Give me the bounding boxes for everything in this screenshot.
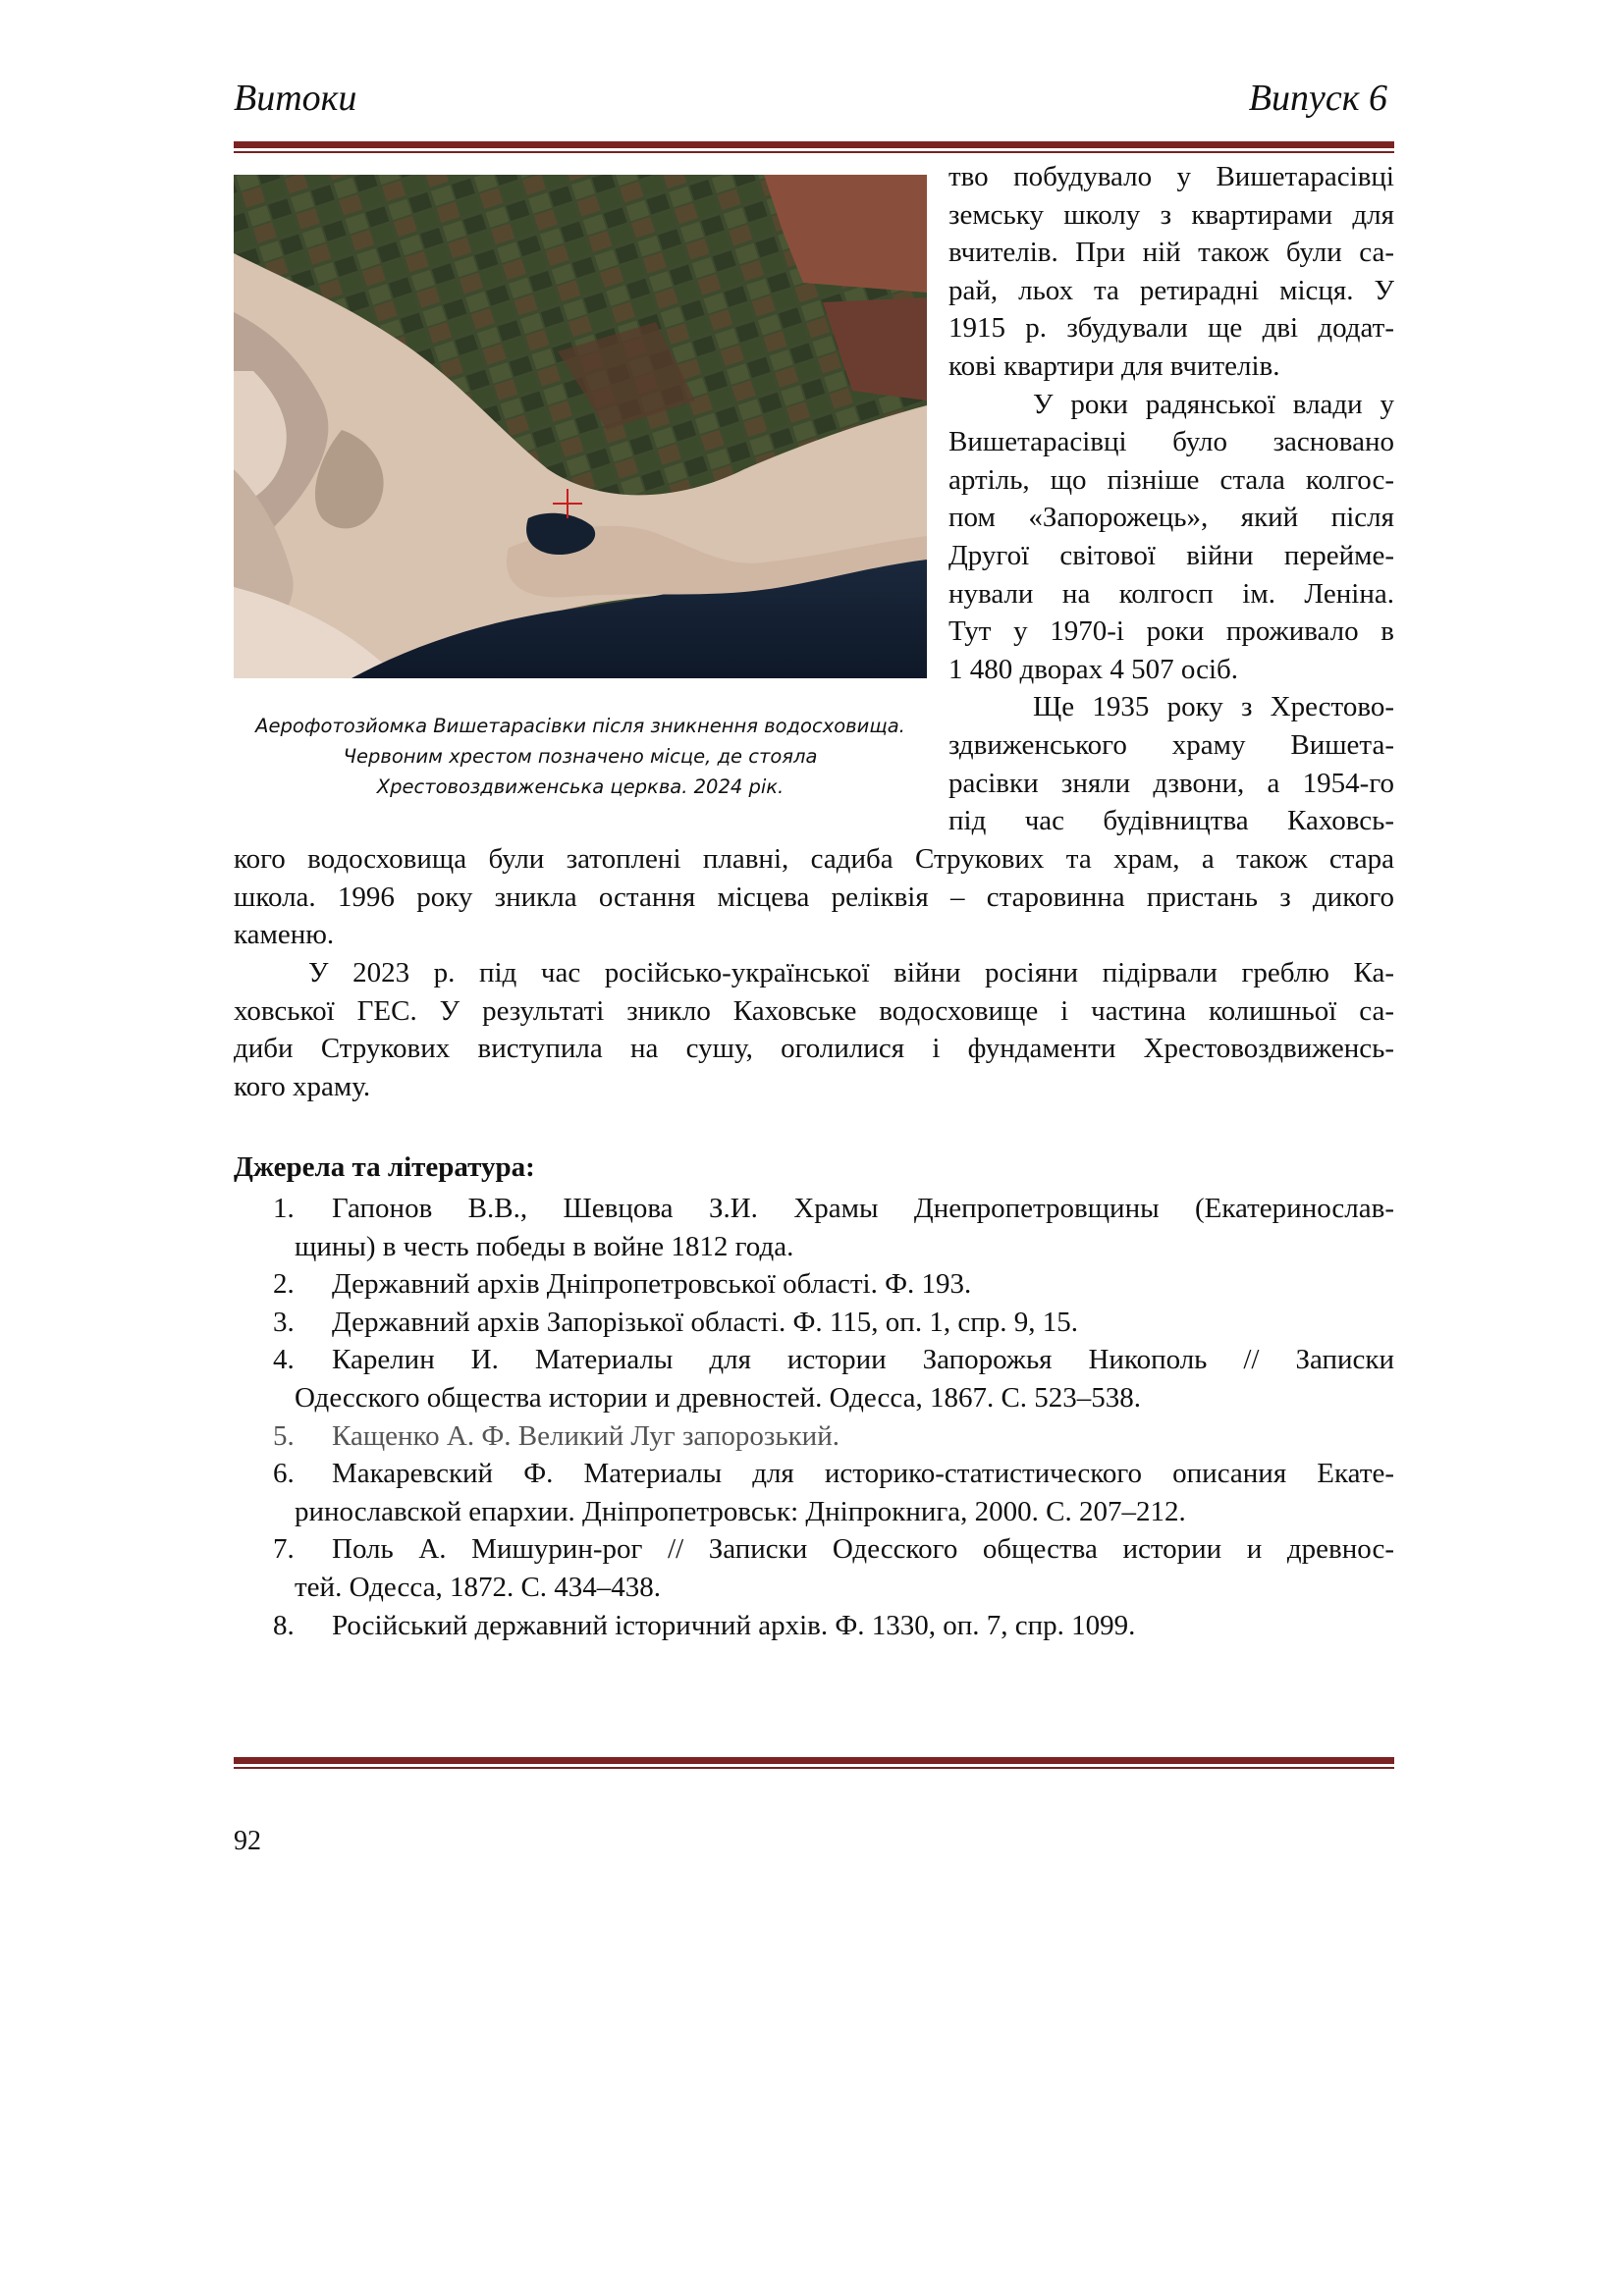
source-line: Державний архів Дніпропетровської області. Ф. 193. xyxy=(332,1268,972,1301)
source-number: 4. xyxy=(273,1344,295,1376)
source-number: 8. xyxy=(273,1609,295,1641)
aerial-photo xyxy=(234,175,927,678)
text-line: кові квартири для вчителів. xyxy=(948,349,1280,382)
text-line: У роки радянської влади у xyxy=(1033,388,1394,420)
text-line: У 2023 р. під час російсько-української війни росіяни підірвали греблю Ка- xyxy=(308,957,1394,988)
source-line: Карелин И. Материалы для истории Запорожья Никополь // Записки xyxy=(332,1344,1394,1376)
text-line: здвиженського храму Вишета- xyxy=(948,728,1394,761)
source-line: Російський державний історичний архів. Ф. 1330, оп. 7, спр. 1099. xyxy=(332,1609,1136,1641)
source-line: Макаревский Ф. Материалы для историко-статистического описания Екате- xyxy=(332,1458,1394,1490)
text-line: кого водосховища були затоплені плавні, садиба Струкових та храм, а також стара xyxy=(234,843,1394,875)
source-number: 3. xyxy=(273,1306,295,1338)
text-line: расівки зняли дзвони, а 1954-го xyxy=(948,767,1394,799)
text-line: артіль, що пізніше стала колгос- xyxy=(948,463,1394,496)
text-line: 1915 р. збудували ще дві додат- xyxy=(948,312,1394,345)
text-line: 1 480 дворах 4 507 осіб. xyxy=(948,653,1239,685)
paragraph-continuation xyxy=(234,840,1394,954)
text-line: диби Струкових виступила на сушу, оголилися і фундаменти Хрестовоздвиженсь- xyxy=(234,1033,1394,1065)
source-item xyxy=(234,1265,1394,1304)
caption-line: Червоним хрестом позначено місце, де стояла xyxy=(343,745,818,768)
page-number: 92 xyxy=(234,1826,261,1856)
paragraph-2023 xyxy=(234,954,1394,1105)
issue-number: Випуск 6 xyxy=(1248,78,1387,119)
source-line: Одесского общества истории и древностей. Одесса, 1867. С. 523–538. xyxy=(295,1381,1142,1414)
source-item xyxy=(234,1304,1394,1342)
footer-rule xyxy=(234,1757,1394,1769)
source-line: ринославской епархии. Дніпропетровськ: Дніпрокнига, 2000. С. 207–212. xyxy=(295,1495,1186,1527)
source-item xyxy=(234,1417,1394,1456)
source-line: Кащенко А. Ф. Великий Луг запорозький. xyxy=(332,1419,839,1452)
text-line: Ще 1935 року з Хрестово- xyxy=(1033,691,1394,723)
side-column-text xyxy=(948,158,1394,840)
journal-title: Витоки xyxy=(234,78,357,119)
source-number: 6. xyxy=(273,1458,295,1490)
source-line: Поль А. Мишурин-рог // Записки Одесского общества истории и древнос- xyxy=(332,1533,1394,1566)
source-line: тей. Одесса, 1872. С. 434–438. xyxy=(295,1571,662,1603)
source-item xyxy=(234,1190,1394,1265)
sources-heading: Джерела та література: xyxy=(234,1151,535,1183)
source-line: Державний архів Запорізької області. Ф. 115, оп. 1, спр. 9, 15. xyxy=(332,1306,1078,1338)
source-line: щины) в честь победы в войне 1812 года. xyxy=(295,1230,794,1262)
text-line: каменю. xyxy=(234,919,335,951)
text-line: пом «Запорожець», який після xyxy=(948,502,1394,534)
text-line: нували на колгосп ім. Леніна. xyxy=(948,577,1394,610)
text-line: Тут у 1970-і роки проживало в xyxy=(948,615,1394,648)
source-item xyxy=(234,1530,1394,1606)
source-number: 2. xyxy=(273,1268,295,1301)
source-line: Гапонов В.В., Шевцова З.И. Храмы Днепропетровщины (Екатеринослав- xyxy=(332,1193,1394,1224)
figure-caption xyxy=(224,711,937,802)
caption-line: Хрестовоздвиженська церква. 2024 рік. xyxy=(376,775,785,798)
text-line: рай, льох та ретирадні місця. У xyxy=(948,274,1394,306)
text-line: під час будівництва Каховсь- xyxy=(948,805,1394,837)
sources-list xyxy=(234,1190,1394,1644)
header-rule xyxy=(234,141,1394,153)
source-item xyxy=(234,1607,1394,1645)
source-item xyxy=(234,1455,1394,1530)
text-line: земську школу з квартирами для xyxy=(948,198,1394,231)
text-line: ховської ГЕС. У результаті зникло Каховське водосховище і частина колишньої са- xyxy=(234,994,1394,1027)
source-number: 7. xyxy=(273,1533,295,1566)
text-line: тво побудувало у Вишетарасівці xyxy=(948,161,1394,192)
caption-line: Аерофотозйомка Вишетарасівки після зникнення водосховища. xyxy=(255,715,905,737)
text-line: школа. 1996 року зникла остання місцева реліквія – старовинна пристань з дикого xyxy=(234,881,1394,913)
text-line: кого храму. xyxy=(234,1070,371,1102)
text-line: вчителів. При ній також були са- xyxy=(948,237,1394,269)
source-item xyxy=(234,1341,1394,1416)
text-line: Вишетарасівці було засновано xyxy=(948,426,1394,458)
source-number: 5. xyxy=(273,1419,295,1452)
text-line: Другої світової війни переймe- xyxy=(948,539,1394,571)
source-number: 1. xyxy=(273,1193,295,1224)
